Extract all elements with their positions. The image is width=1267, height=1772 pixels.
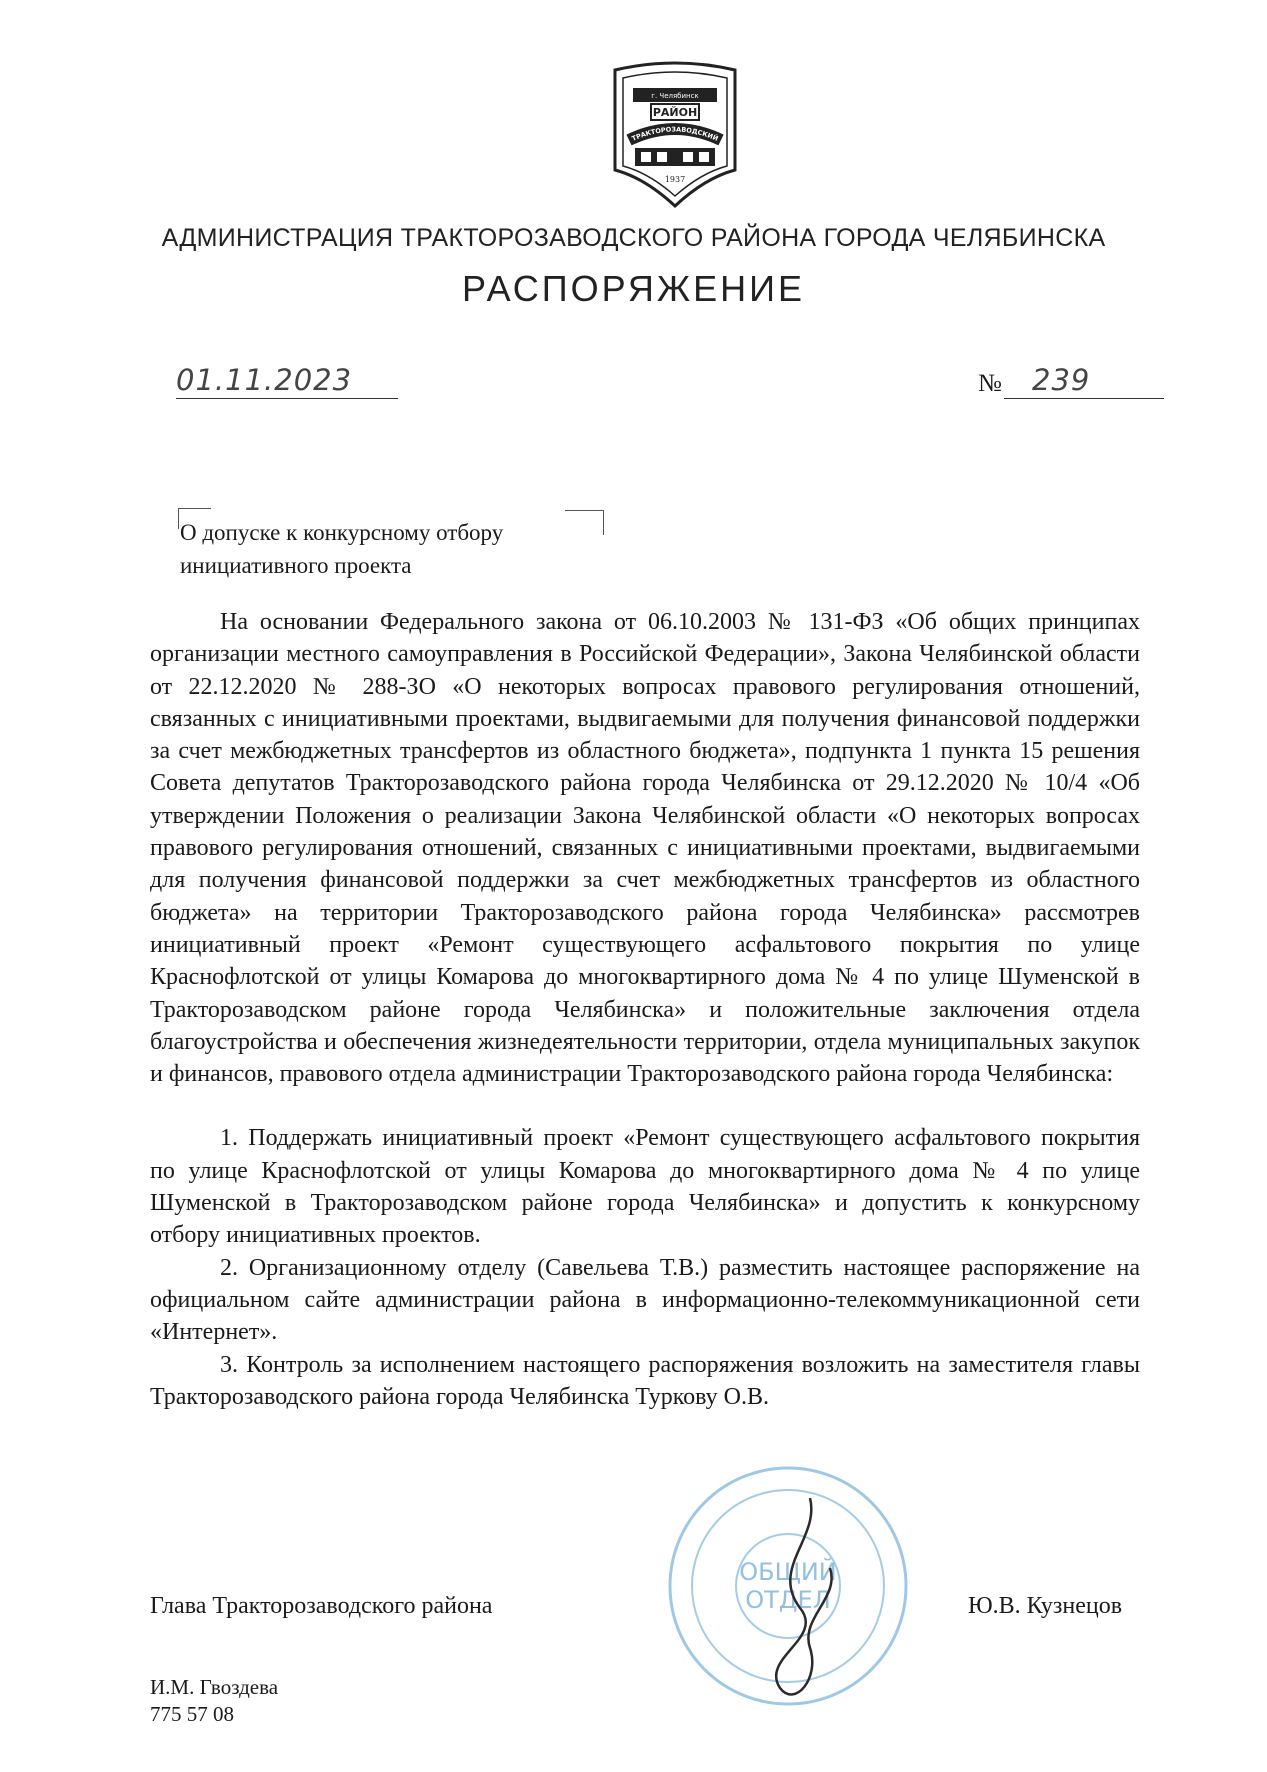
order-item-2: 2. Организационному отделу (Савельева Т.В.) разместить настоящее распоряжение на официальном сайте администрации района в информационно-телекоммуникационной сети «Интернет».: [150, 1254, 1140, 1346]
emblem-city-text: г. Челябинск: [651, 92, 699, 100]
document-body: [150, 606, 1140, 1413]
document-type-title: РАСПОРЯЖЕНИЕ: [461, 268, 806, 309]
order-item-1: 1. Поддержать инициативный проект «Ремонт существующего асфальтового покрытия по улице Краснофлотской от улицы Комарова до многоквартирного дома № 4 по улице Шуменской в Тракторозаводском районе города Челябинска» и допустить к конкурсному отбору инициативных проектов.: [150, 1125, 1140, 1249]
executor-phone: 775 57 08: [150, 1702, 234, 1726]
subject-line-2: инициативного проекта: [180, 553, 412, 578]
document-date-field: [176, 362, 398, 399]
document-date: 01.11.2023: [176, 363, 353, 397]
order-item-3: 3. Контроль за исполнением настоящего распоряжения возложить на заместителя главы Тракторозаводского района города Челябинска Туркову О.В.: [150, 1351, 1140, 1410]
organization-name: АДМИНИСТРАЦИЯ ТРАКТОРОЗАВОДСКОГО РАЙОНА ГОРОДА ЧЕЛЯБИНСКА: [161, 224, 1106, 252]
subject-corner-right: [565, 510, 604, 535]
document-number: 239: [1032, 363, 1091, 397]
document-subject: [180, 516, 503, 582]
emblem-district-text: ТРАКТОРОЗАВОДСКИЙ: [630, 125, 720, 143]
emblem-year-text: 1937: [664, 175, 686, 184]
signer-title: Глава Тракторозаводского района: [150, 1593, 493, 1619]
executor-name: И.М. Гвоздева: [150, 1675, 279, 1699]
stamp-line-1: ОБЩИЙ: [739, 1558, 837, 1586]
document-number-field: [1004, 362, 1164, 399]
signer-name: Ю.В. Кузнецов: [968, 1593, 1123, 1619]
preamble-paragraph: На основании Федерального закона от 06.10.2003 № 131-ФЗ «Об общих принципах организации местного самоуправления в Российской Федерации», Закона Челябинской области от 22.12.2020 № 288-ЗО «О некоторых вопросах правового регулирования отношений, связанных с инициативными проектами, выдвигаемыми для получения финансовой поддержки за счет межбюджетных трансфертов из областного бюджета», подпункта 1 пункта 15 решения Совета депутатов Тракторозаводского района города Челябинска от 29.12.2020 № 10/4 «Об утверждении Положения о реализации Закона Челябинской области «О некоторых вопросах правового регулирования отношений, связанных с инициативными проектами, выдвигаемыми для получения финансовой поддержки за счет межбюджетных трансфертов из областного бюджета» на территории Тракторозаводского района города Челябинска» рассмотрев инициативный проект «Ремонт существующего асфальтового покрытия по улице Краснофлотской от улицы Комарова до многоквартирного дома № 4 по улице Шуменской в Тракторозаводском районе города Челябинска» и положительные заключения отдела благоустройства и обеспечения жизнедеятельности территории, отдела муниципальных закупок и финансов, правового отдела администрации Тракторозаводского района города Челябинска:: [150, 609, 1140, 1088]
stamp-line-2: ОТДЕЛ: [745, 1586, 831, 1614]
number-label: №: [978, 370, 1002, 397]
emblem-rayon-text: РАЙОН: [652, 106, 698, 119]
subject-line-1: О допуске к конкурсному отбору: [180, 520, 504, 545]
district-emblem-icon: [605, 60, 745, 210]
official-stamp-icon: [660, 1458, 930, 1728]
